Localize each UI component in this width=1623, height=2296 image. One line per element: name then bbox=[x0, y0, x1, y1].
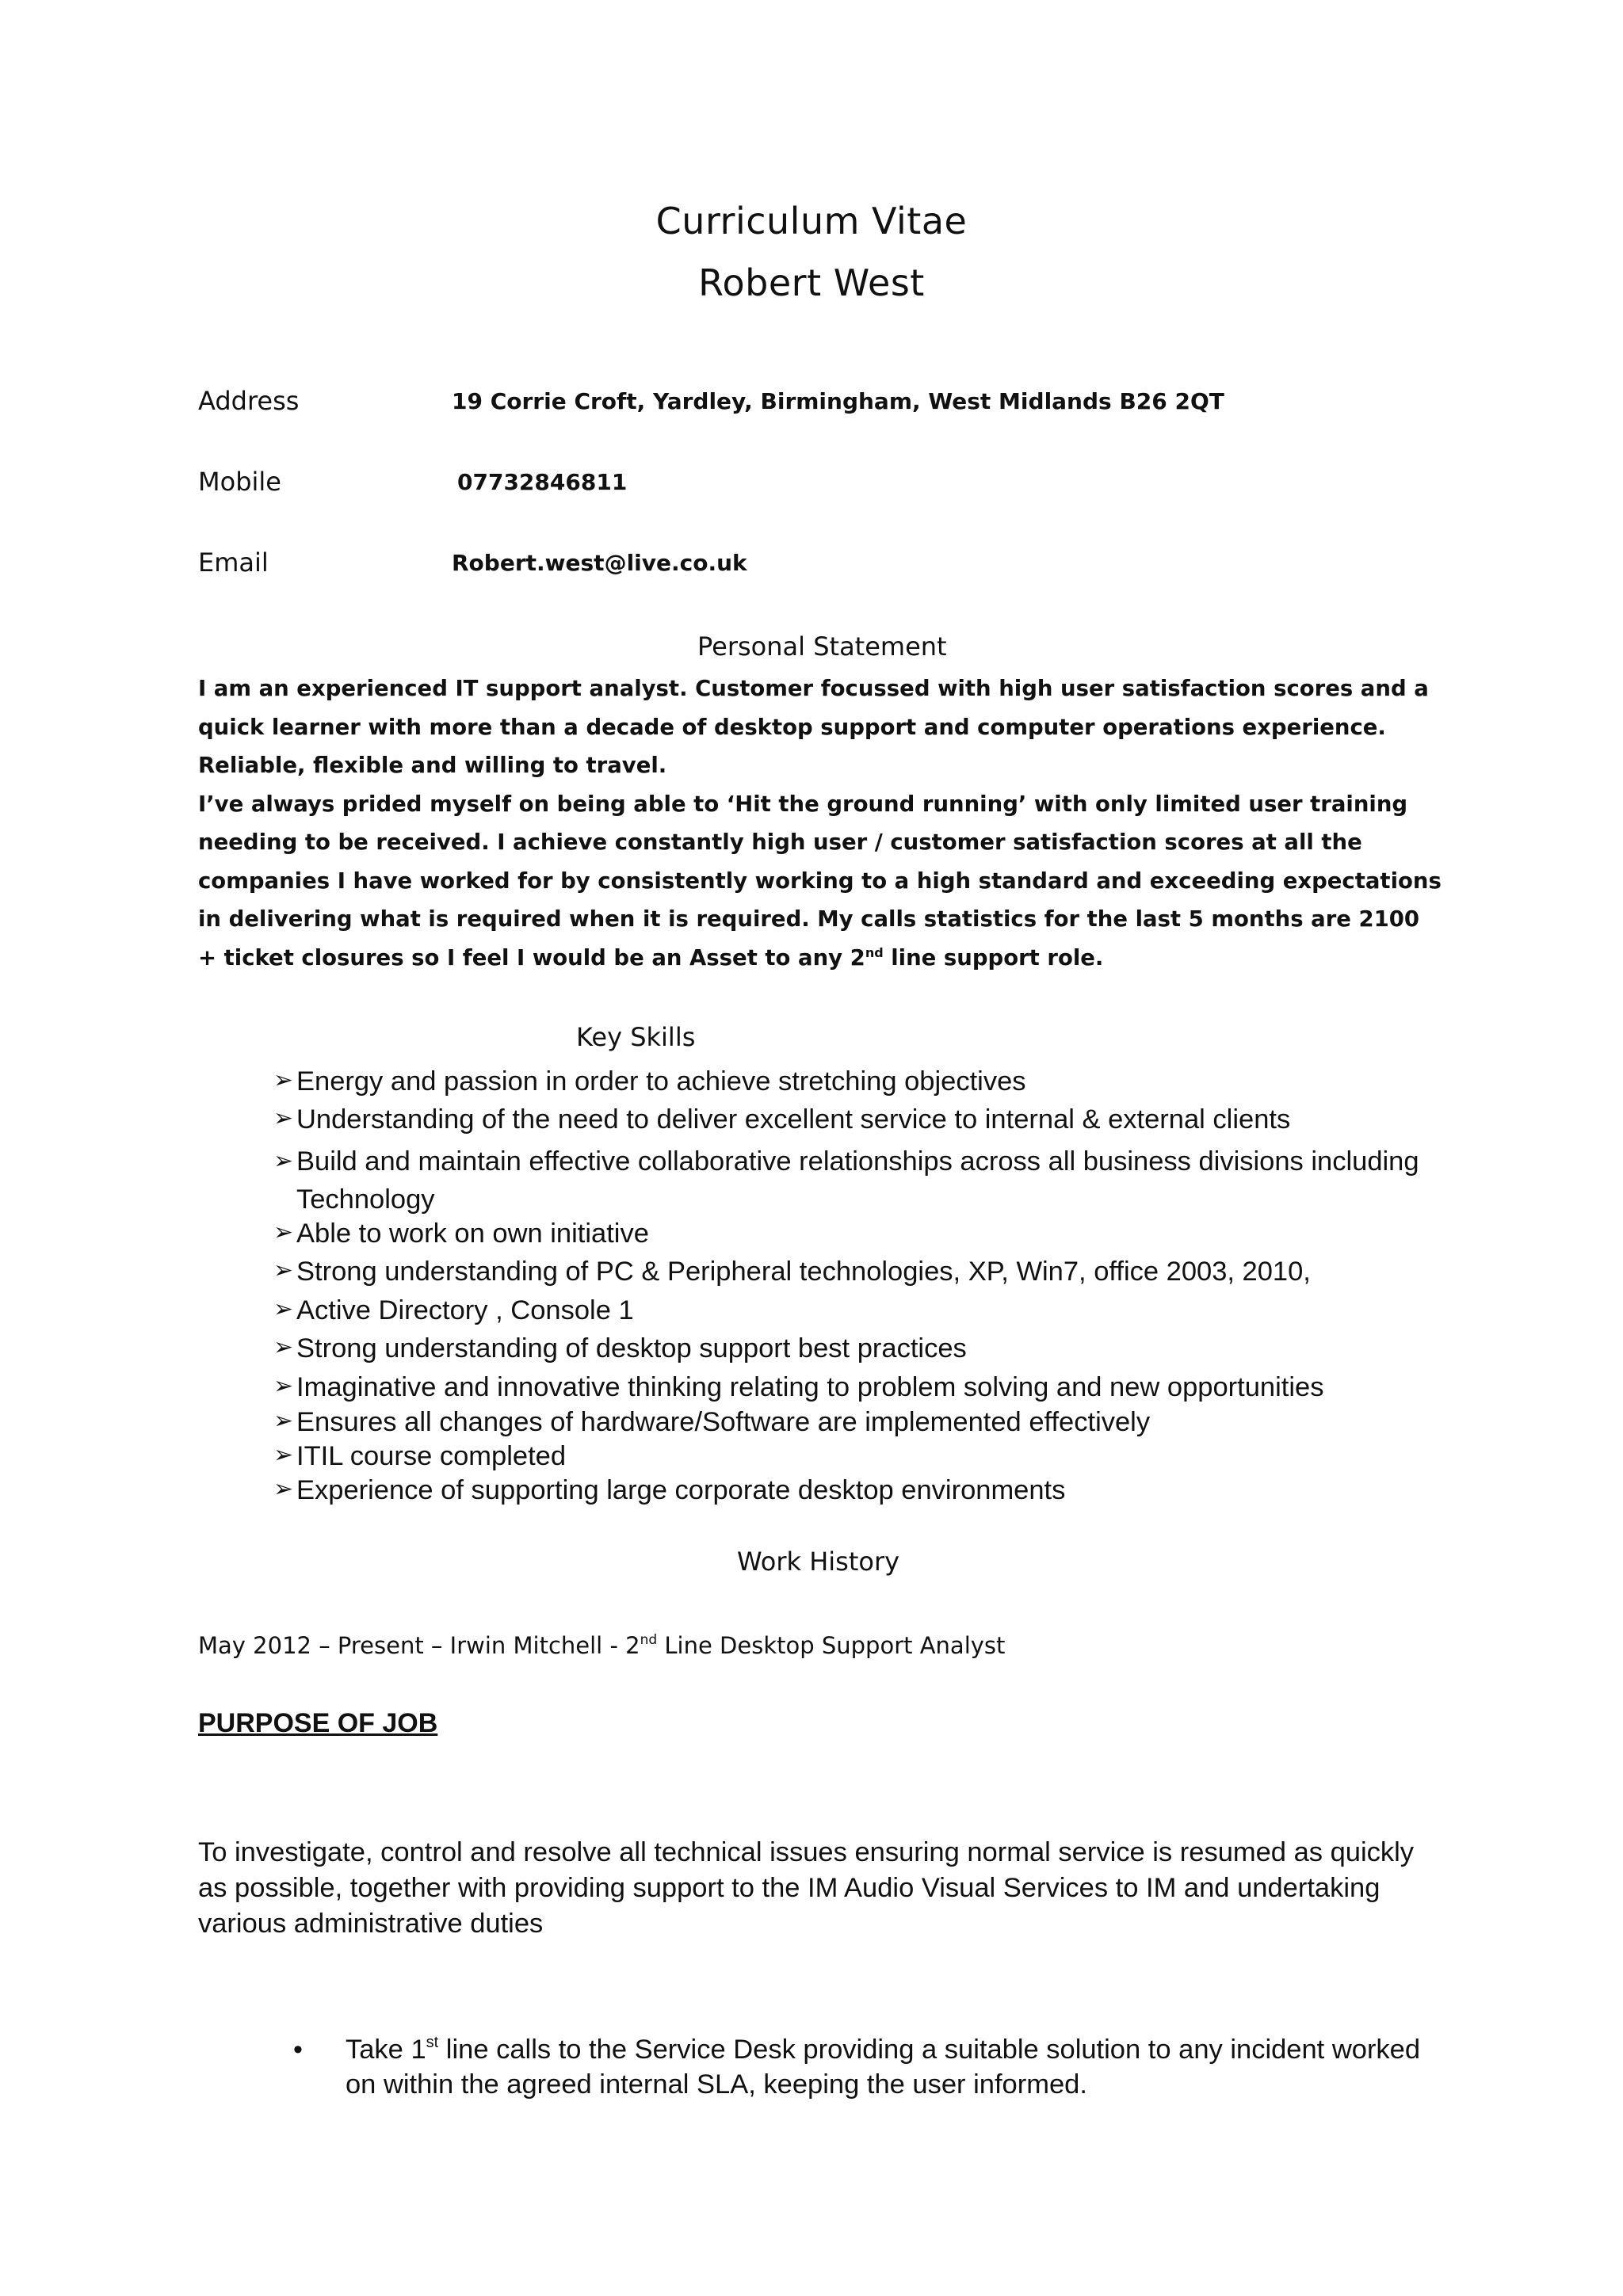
personal-statement-heading: Personal Statement bbox=[697, 631, 947, 662]
mobile-label: Mobile bbox=[198, 467, 281, 497]
email-label: Email bbox=[198, 547, 269, 578]
statement-paragraph-2-main: I’ve always prided myself on being able to ‘Hit the ground running’ with only limited user training needing to be received. I achieve constantly high user / customer satisfaction scores at all the companies I have worked for by consistently working to a high standard and exceeding expectations in delivering what is required when it is required. My calls statistics for the last 5 months are 2100 + ticket closures so I feel I would be an Asset to any 2 bbox=[198, 791, 1442, 971]
address-value: 19 Corrie Croft, Yardley, Birmingham, West Midlands B26 2QT bbox=[452, 388, 1224, 414]
skill-item: ➢ Strong understanding of desktop support best practices bbox=[273, 1333, 967, 1363]
arrow-bullet-icon: ➢ bbox=[273, 1408, 294, 1434]
key-skills-heading: Key Skills bbox=[576, 1022, 696, 1052]
arrow-bullet-icon: ➢ bbox=[273, 1067, 294, 1093]
duty-ordinal-suffix: st bbox=[426, 2034, 439, 2051]
document-title: Curriculum Vitae bbox=[655, 200, 968, 242]
statement-paragraph-2 bbox=[198, 785, 1442, 978]
purpose-of-job-text: To investigate, control and resolve all technical issues ensuring normal service is resumed as quickly as possible, together with providing support to the IM Audio Visual Services to IM and undertaking various administrative duties bbox=[198, 1837, 1415, 1939]
arrow-bullet-icon: ➢ bbox=[273, 1148, 294, 1174]
skill-item: ➢ Understanding of the need to deliver excellent service to internal & external clients bbox=[273, 1104, 1291, 1135]
key-skills-list bbox=[273, 1066, 1462, 1510]
skill-item: ➢ Energy and passion in order to achieve stretching objectives bbox=[273, 1066, 1026, 1097]
skill-item: ➢ ITIL course completed bbox=[273, 1441, 567, 1471]
job-title-line: May 2012 – Present – Irwin Mitchell - 2nd Line Desktop Support Analyst bbox=[198, 1632, 1006, 1659]
skill-item: ➢ Imaginative and innovative thinking relating to problem solving and new opportunities bbox=[273, 1372, 1324, 1402]
statement-paragraph-1: I am an experienced IT support analyst. Customer focussed with high user satisfaction scores and a quick learner with more than a decade of desktop support and computer operations experience. Reliable, flexible and willing to travel. bbox=[198, 676, 1429, 778]
bullet-dot-icon: • bbox=[293, 2035, 303, 2065]
arrow-bullet-icon: ➢ bbox=[273, 1296, 294, 1322]
statement-paragraph-2-end: line support role. bbox=[883, 944, 1104, 971]
skill-item: ➢ Active Directory , Console 1 bbox=[273, 1295, 634, 1325]
arrow-bullet-icon: ➢ bbox=[273, 1442, 294, 1468]
email-value: Robert.west@live.co.uk bbox=[452, 550, 747, 576]
mobile-value: 07732846811 bbox=[457, 469, 628, 495]
work-history-heading: Work History bbox=[737, 1547, 900, 1577]
personal-statement-body bbox=[198, 669, 1442, 977]
candidate-name: Robert West bbox=[698, 261, 925, 304]
duty-item: • Take 1st line calls to the Service Desk providing a suitable solution to any incident worked on within the agreed internal SLA, keeping the user informed. bbox=[293, 2034, 1421, 2100]
arrow-bullet-icon: ➢ bbox=[273, 1334, 294, 1360]
skill-item: ➢ Ensures all changes of hardware/Software are implemented effectively bbox=[273, 1407, 1151, 1437]
duties-list bbox=[293, 2032, 1442, 2102]
arrow-bullet-icon: ➢ bbox=[273, 1373, 294, 1399]
skill-item: ➢ Experience of supporting large corporate desktop environments bbox=[273, 1475, 1066, 1505]
arrow-bullet-icon: ➢ bbox=[273, 1476, 294, 1502]
statement-ordinal-suffix: nd bbox=[865, 944, 884, 960]
address-label: Address bbox=[198, 386, 300, 416]
job-ordinal-suffix: nd bbox=[640, 1632, 658, 1648]
skill-item: ➢ Strong understanding of PC & Peripheral technologies, XP, Win7, office 2003, 2010, bbox=[273, 1257, 1311, 1287]
arrow-bullet-icon: ➢ bbox=[273, 1105, 294, 1131]
arrow-bullet-icon: ➢ bbox=[273, 1219, 294, 1245]
skill-item: ➢ Able to work on own initiative bbox=[273, 1219, 649, 1249]
arrow-bullet-icon: ➢ bbox=[273, 1257, 294, 1283]
skill-item: ➢ Build and maintain effective collaborative relationships across all business divisions including Technology bbox=[273, 1142, 1462, 1219]
purpose-of-job-heading: PURPOSE OF JOB bbox=[198, 1708, 438, 1738]
